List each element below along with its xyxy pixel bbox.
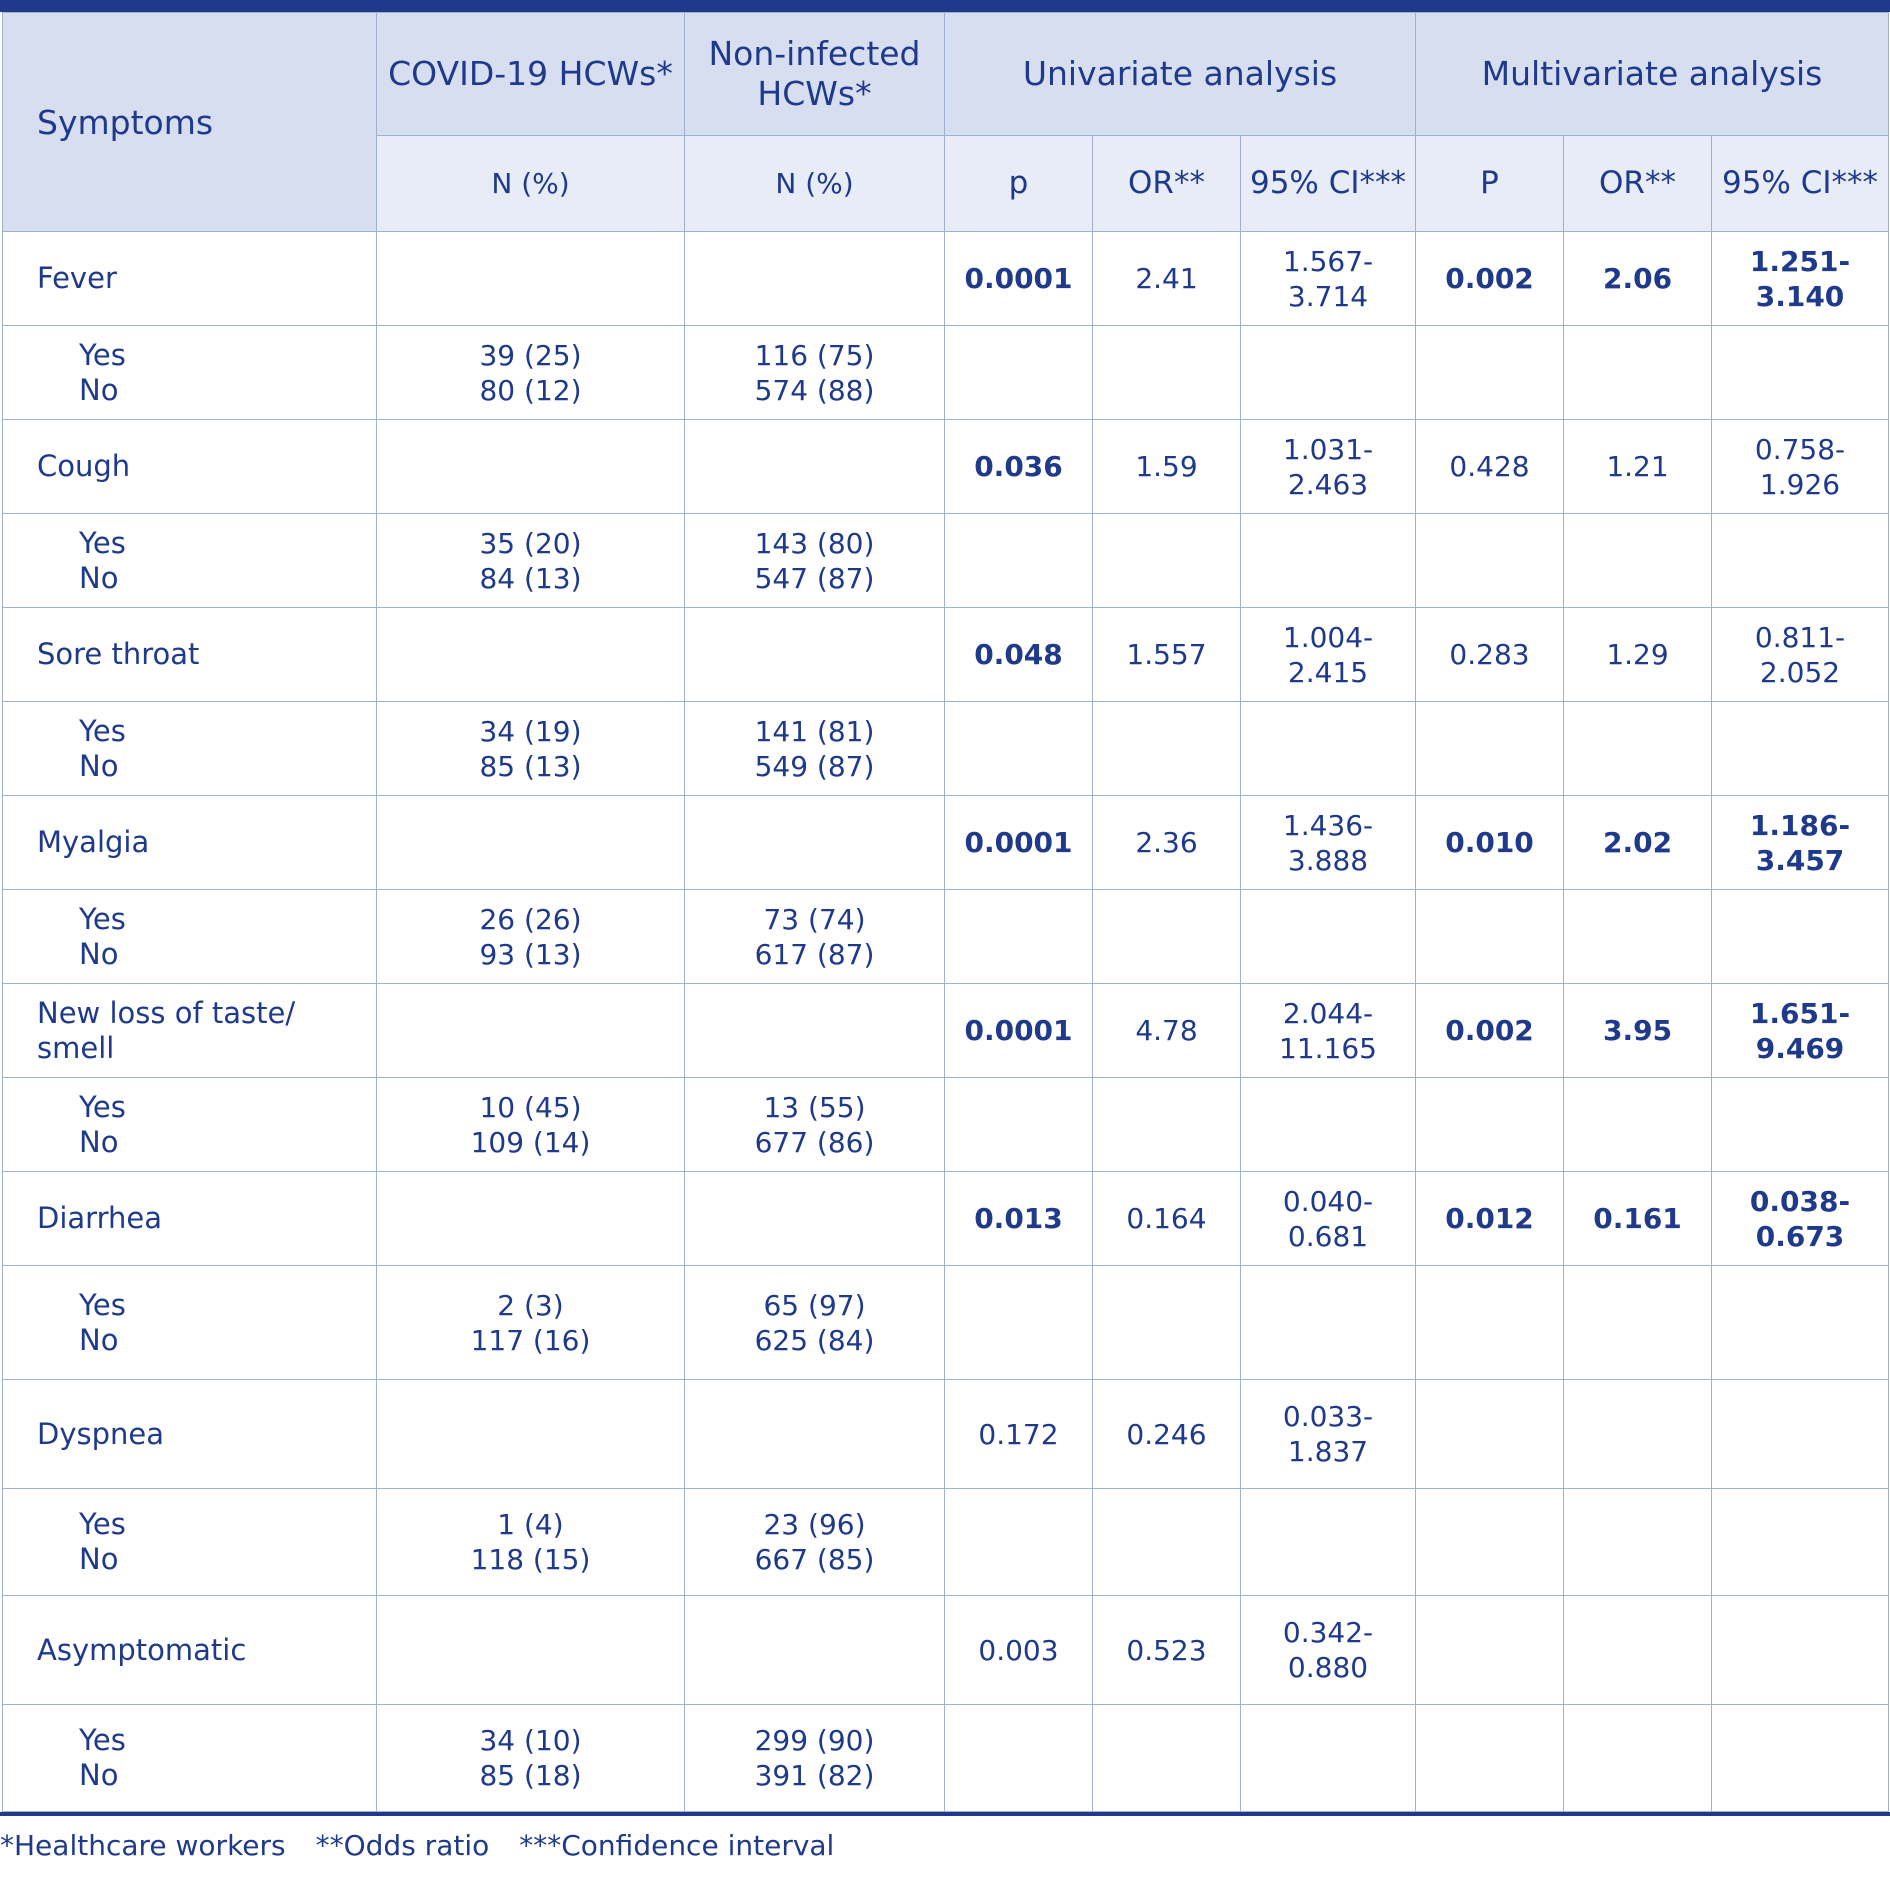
no-label: No (79, 1758, 119, 1792)
yes-no-row (3, 1705, 1889, 1812)
univariate-ci-value (1241, 796, 1416, 890)
symptom-name: New loss of taste/ smell (3, 984, 377, 1078)
yes-no-labels (3, 326, 377, 420)
multivariate-p-value: 0.012 (1416, 1172, 1564, 1266)
univariate-p-value: 0.013 (945, 1172, 1093, 1266)
ci-upper: 0.880 (1287, 1651, 1369, 1684)
empty-cell (1093, 1489, 1241, 1596)
noninfected-empty-cell (685, 1380, 945, 1489)
ci-upper: 0.673 (1755, 1219, 1845, 1253)
empty-cell (1564, 890, 1712, 984)
noninfected-empty-cell (685, 232, 945, 326)
multivariate-p-value: 0.283 (1416, 608, 1564, 702)
noninfected-empty-cell (685, 1172, 945, 1266)
subheader-multivariate-or: OR** (1564, 136, 1712, 232)
yes-label: Yes (79, 1507, 126, 1541)
subheader-multivariate-ci: 95% CI*** (1712, 136, 1889, 232)
covid-empty-cell (377, 796, 685, 890)
empty-cell (1093, 1266, 1241, 1380)
noninfected-no-count: 547 (87) (754, 561, 875, 595)
subheader-covid-npct: N (%) (377, 136, 685, 232)
symptom-row (3, 1596, 1889, 1705)
ci-upper: 2.052 (1759, 655, 1841, 689)
noninfected-no-count: 625 (84) (754, 1323, 875, 1357)
ci-lower: 0.811- (1754, 620, 1846, 654)
top-rule (0, 0, 1890, 12)
yes-no-row (3, 1266, 1889, 1380)
covid-no-count: 118 (15) (470, 1543, 591, 1576)
noninfected-empty-cell (685, 1596, 945, 1705)
empty-cell (1093, 514, 1241, 608)
empty-cell (1564, 326, 1712, 420)
univariate-or-value: 4.78 (1093, 984, 1241, 1078)
empty-cell (1416, 326, 1564, 420)
symptom-row (3, 796, 1889, 890)
yes-no-row (3, 890, 1889, 984)
noninfected-counts (685, 514, 945, 608)
yes-label: Yes (79, 1723, 126, 1757)
table-body (3, 232, 1889, 1812)
covid-yes-count: 35 (20) (479, 526, 582, 560)
symptom-name: Sore throat (3, 608, 377, 702)
no-label: No (79, 936, 119, 971)
covid-no-count: 85 (13) (479, 749, 582, 783)
univariate-p-value: 0.003 (945, 1596, 1093, 1705)
ci-lower: 1.567- (1282, 244, 1374, 278)
empty-cell (1241, 1705, 1416, 1812)
ci-upper: 3.714 (1287, 279, 1369, 313)
no-label: No (79, 1542, 119, 1576)
symptom-row (3, 1172, 1889, 1266)
subheader-univariate-p: p (945, 136, 1093, 232)
covid-no-count: 85 (18) (479, 1759, 582, 1792)
covid-empty-cell (377, 1172, 685, 1266)
symptom-row (3, 608, 1889, 702)
noninfected-yes-count: 116 (75) (754, 338, 875, 372)
multivariate-p-value: 0.428 (1416, 420, 1564, 514)
empty-cell (1093, 890, 1241, 984)
univariate-ci-value (1241, 420, 1416, 514)
empty-cell (945, 890, 1093, 984)
covid-yes-count: 34 (10) (479, 1724, 582, 1757)
symptom-name: Dyspnea (3, 1380, 377, 1489)
noninfected-no-count: 617 (87) (754, 937, 875, 971)
multivariate-or-value (1564, 1596, 1712, 1705)
multivariate-or-value: 1.21 (1564, 420, 1712, 514)
empty-cell (1564, 1078, 1712, 1172)
covid-no-count: 93 (13) (479, 937, 582, 971)
ci-lower: 0.758- (1754, 432, 1846, 466)
empty-cell (1564, 1705, 1712, 1812)
empty-cell (1416, 1078, 1564, 1172)
yes-label: Yes (79, 1089, 126, 1124)
empty-cell (945, 326, 1093, 420)
ci-lower: 2.044- (1282, 996, 1374, 1030)
header-covid-hcws: COVID-19 HCWs* (377, 13, 685, 136)
yes-no-row (3, 1078, 1889, 1172)
covid-counts (377, 1705, 685, 1812)
ci-upper: 1.926 (1759, 467, 1841, 501)
yes-label: Yes (79, 337, 126, 372)
multivariate-p-value (1416, 1380, 1564, 1489)
symptom-row (3, 232, 1889, 326)
covid-no-count: 117 (16) (470, 1323, 591, 1357)
empty-cell (1712, 890, 1889, 984)
noninfected-counts (685, 1078, 945, 1172)
symptom-name: Myalgia (3, 796, 377, 890)
ci-lower: 1.031- (1282, 432, 1374, 466)
ci-lower: 0.040- (1282, 1184, 1374, 1218)
empty-cell (945, 1705, 1093, 1812)
empty-cell (1241, 1266, 1416, 1380)
covid-empty-cell (377, 420, 685, 514)
empty-cell (1564, 1489, 1712, 1596)
univariate-p-value: 0.048 (945, 608, 1093, 702)
bottom-rule (0, 1812, 1890, 1816)
univariate-or-value: 0.164 (1093, 1172, 1241, 1266)
no-label: No (79, 372, 119, 407)
empty-cell (1093, 702, 1241, 796)
no-label: No (79, 748, 119, 783)
covid-counts (377, 326, 685, 420)
yes-label: Yes (79, 1287, 126, 1322)
noninfected-empty-cell (685, 984, 945, 1078)
ci-lower: 1.186- (1749, 808, 1851, 842)
empty-cell (1712, 1078, 1889, 1172)
univariate-ci-value (1241, 232, 1416, 326)
multivariate-or-value: 1.29 (1564, 608, 1712, 702)
multivariate-or-value: 2.06 (1564, 232, 1712, 326)
univariate-or-value: 2.36 (1093, 796, 1241, 890)
empty-cell (1241, 702, 1416, 796)
multivariate-ci-value (1712, 232, 1889, 326)
multivariate-ci-value (1712, 1172, 1889, 1266)
covid-no-count: 109 (14) (470, 1125, 591, 1159)
noninfected-counts (685, 890, 945, 984)
noninfected-yes-count: 65 (97) (763, 1288, 866, 1322)
empty-cell (1712, 1489, 1889, 1596)
empty-cell (1712, 1266, 1889, 1380)
yes-no-labels (3, 1489, 377, 1596)
empty-cell (1241, 890, 1416, 984)
empty-cell (1712, 514, 1889, 608)
covid-counts (377, 514, 685, 608)
symptom-name: Fever (3, 232, 377, 326)
multivariate-ci-value (1712, 1380, 1889, 1489)
yes-no-labels (3, 1078, 377, 1172)
covid-yes-count: 39 (25) (479, 338, 582, 372)
ci-lower: 0.342- (1282, 1616, 1374, 1649)
header-noninfected-text: Non-infected HCWs* (708, 34, 921, 113)
noninfected-counts (685, 1266, 945, 1380)
univariate-or-value: 0.246 (1093, 1380, 1241, 1489)
noninfected-empty-cell (685, 608, 945, 702)
noninfected-yes-count: 143 (80) (754, 526, 875, 560)
empty-cell (1712, 326, 1889, 420)
yes-no-row (3, 514, 1889, 608)
yes-no-labels (3, 1705, 377, 1812)
empty-cell (1241, 1489, 1416, 1596)
noninfected-yes-count: 141 (81) (754, 714, 875, 748)
yes-no-row (3, 326, 1889, 420)
univariate-or-value: 2.41 (1093, 232, 1241, 326)
multivariate-p-value: 0.002 (1416, 984, 1564, 1078)
ci-lower: 0.033- (1282, 1400, 1374, 1433)
noninfected-yes-count: 73 (74) (763, 902, 866, 936)
yes-no-labels (3, 890, 377, 984)
univariate-p-value: 0.0001 (945, 796, 1093, 890)
yes-label: Yes (79, 901, 126, 936)
header-noninfected-hcws (685, 13, 945, 136)
footnote-hcw: *Healthcare workers (0, 1829, 286, 1862)
covid-empty-cell (377, 608, 685, 702)
header-univariate: Univariate analysis (945, 13, 1416, 136)
covid-yes-count: 26 (26) (479, 902, 582, 936)
univariate-ci-value (1241, 1172, 1416, 1266)
multivariate-or-value: 3.95 (1564, 984, 1712, 1078)
ci-lower: 0.038- (1749, 1184, 1851, 1218)
subheader-multivariate-p: P (1416, 136, 1564, 232)
multivariate-p-value: 0.002 (1416, 232, 1564, 326)
covid-yes-count: 1 (4) (497, 1508, 564, 1541)
ci-upper: 2.415 (1287, 655, 1369, 689)
subheader-univariate-or: OR** (1093, 136, 1241, 232)
empty-cell (1241, 326, 1416, 420)
noninfected-empty-cell (685, 796, 945, 890)
yes-no-row (3, 702, 1889, 796)
empty-cell (1416, 702, 1564, 796)
noninfected-counts (685, 1489, 945, 1596)
noninfected-no-count: 677 (86) (754, 1125, 875, 1159)
covid-yes-count: 34 (19) (479, 714, 582, 748)
covid-counts (377, 1489, 685, 1596)
symptom-name: Asymptomatic (3, 1596, 377, 1705)
multivariate-ci-value (1712, 420, 1889, 514)
no-label: No (79, 1124, 119, 1159)
univariate-p-value: 0.0001 (945, 984, 1093, 1078)
ci-upper: 9.469 (1755, 1031, 1845, 1065)
empty-cell (1416, 1266, 1564, 1380)
symptom-row (3, 984, 1889, 1078)
covid-empty-cell (377, 984, 685, 1078)
empty-cell (945, 514, 1093, 608)
empty-cell (945, 1266, 1093, 1380)
empty-cell (945, 1489, 1093, 1596)
multivariate-ci-value (1712, 608, 1889, 702)
multivariate-ci-value (1712, 796, 1889, 890)
noninfected-counts (685, 326, 945, 420)
empty-cell (1093, 1078, 1241, 1172)
yes-label: Yes (79, 525, 126, 560)
yes-no-labels (3, 1266, 377, 1380)
covid-no-count: 84 (13) (479, 561, 582, 595)
univariate-or-value: 0.523 (1093, 1596, 1241, 1705)
yes-label: Yes (79, 713, 126, 748)
symptom-name: Diarrhea (3, 1172, 377, 1266)
ci-upper: 11.165 (1279, 1031, 1377, 1065)
empty-cell (1712, 702, 1889, 796)
multivariate-ci-value (1712, 984, 1889, 1078)
univariate-or-value: 1.557 (1093, 608, 1241, 702)
multivariate-p-value (1416, 1596, 1564, 1705)
yes-no-row (3, 1489, 1889, 1596)
covid-no-count: 80 (12) (479, 373, 582, 407)
ci-lower: 1.651- (1749, 996, 1851, 1030)
ci-lower: 1.436- (1282, 808, 1374, 842)
subheader-noninfected-npct: N (%) (685, 136, 945, 232)
no-label: No (79, 1322, 119, 1357)
yes-no-labels (3, 514, 377, 608)
noninfected-no-count: 574 (88) (754, 373, 875, 407)
no-label: No (79, 560, 119, 595)
empty-cell (1564, 702, 1712, 796)
univariate-ci-value (1241, 608, 1416, 702)
covid-counts (377, 1078, 685, 1172)
symptom-row (3, 1380, 1889, 1489)
ci-upper: 2.463 (1287, 467, 1369, 501)
empty-cell (945, 1078, 1093, 1172)
covid-counts (377, 1266, 685, 1380)
noninfected-no-count: 667 (85) (754, 1543, 875, 1576)
ci-upper: 3.457 (1755, 843, 1845, 877)
empty-cell (1093, 1705, 1241, 1812)
covid-empty-cell (377, 232, 685, 326)
empty-cell (945, 702, 1093, 796)
ci-upper: 3.888 (1287, 843, 1369, 877)
empty-cell (1712, 1705, 1889, 1812)
covid-counts (377, 890, 685, 984)
noninfected-no-count: 391 (82) (754, 1759, 875, 1792)
noninfected-no-count: 549 (87) (754, 749, 875, 783)
multivariate-or-value: 2.02 (1564, 796, 1712, 890)
univariate-ci-value (1241, 1380, 1416, 1489)
header-multivariate: Multivariate analysis (1416, 13, 1889, 136)
yes-no-labels (3, 702, 377, 796)
empty-cell (1564, 514, 1712, 608)
noninfected-counts (685, 1705, 945, 1812)
covid-yes-count: 2 (3) (497, 1288, 564, 1322)
empty-cell (1241, 514, 1416, 608)
footnotes (0, 1829, 864, 1863)
noninfected-yes-count: 23 (96) (763, 1508, 866, 1541)
univariate-p-value: 0.036 (945, 420, 1093, 514)
empty-cell (1564, 1266, 1712, 1380)
multivariate-or-value: 0.161 (1564, 1172, 1712, 1266)
univariate-ci-value (1241, 984, 1416, 1078)
noninfected-counts (685, 702, 945, 796)
subheader-univariate-ci: 95% CI*** (1241, 136, 1416, 232)
empty-cell (1093, 326, 1241, 420)
noninfected-empty-cell (685, 420, 945, 514)
univariate-ci-value (1241, 1596, 1416, 1705)
symptoms-table (2, 12, 1889, 1812)
symptom-name: Cough (3, 420, 377, 514)
empty-cell (1241, 1078, 1416, 1172)
multivariate-ci-value (1712, 1596, 1889, 1705)
ci-lower: 1.251- (1749, 244, 1851, 278)
empty-cell (1416, 1705, 1564, 1812)
noninfected-yes-count: 13 (55) (763, 1090, 866, 1124)
ci-upper: 1.837 (1287, 1435, 1369, 1468)
univariate-p-value: 0.172 (945, 1380, 1093, 1489)
covid-yes-count: 10 (45) (479, 1090, 582, 1124)
ci-upper: 3.140 (1755, 279, 1845, 313)
footnote-or: **Odds ratio (315, 1829, 490, 1862)
footnote-ci: ***Confidence interval (519, 1829, 835, 1862)
univariate-or-value: 1.59 (1093, 420, 1241, 514)
covid-empty-cell (377, 1380, 685, 1489)
multivariate-p-value: 0.010 (1416, 796, 1564, 890)
ci-upper: 0.681 (1287, 1219, 1369, 1253)
covid-empty-cell (377, 1596, 685, 1705)
noninfected-yes-count: 299 (90) (754, 1724, 875, 1757)
symptom-row (3, 420, 1889, 514)
covid-counts (377, 702, 685, 796)
empty-cell (1416, 514, 1564, 608)
empty-cell (1416, 1489, 1564, 1596)
empty-cell (1416, 890, 1564, 984)
header-symptoms: Symptoms (3, 13, 377, 232)
ci-lower: 1.004- (1282, 620, 1374, 654)
multivariate-or-value (1564, 1380, 1712, 1489)
univariate-p-value: 0.0001 (945, 232, 1093, 326)
